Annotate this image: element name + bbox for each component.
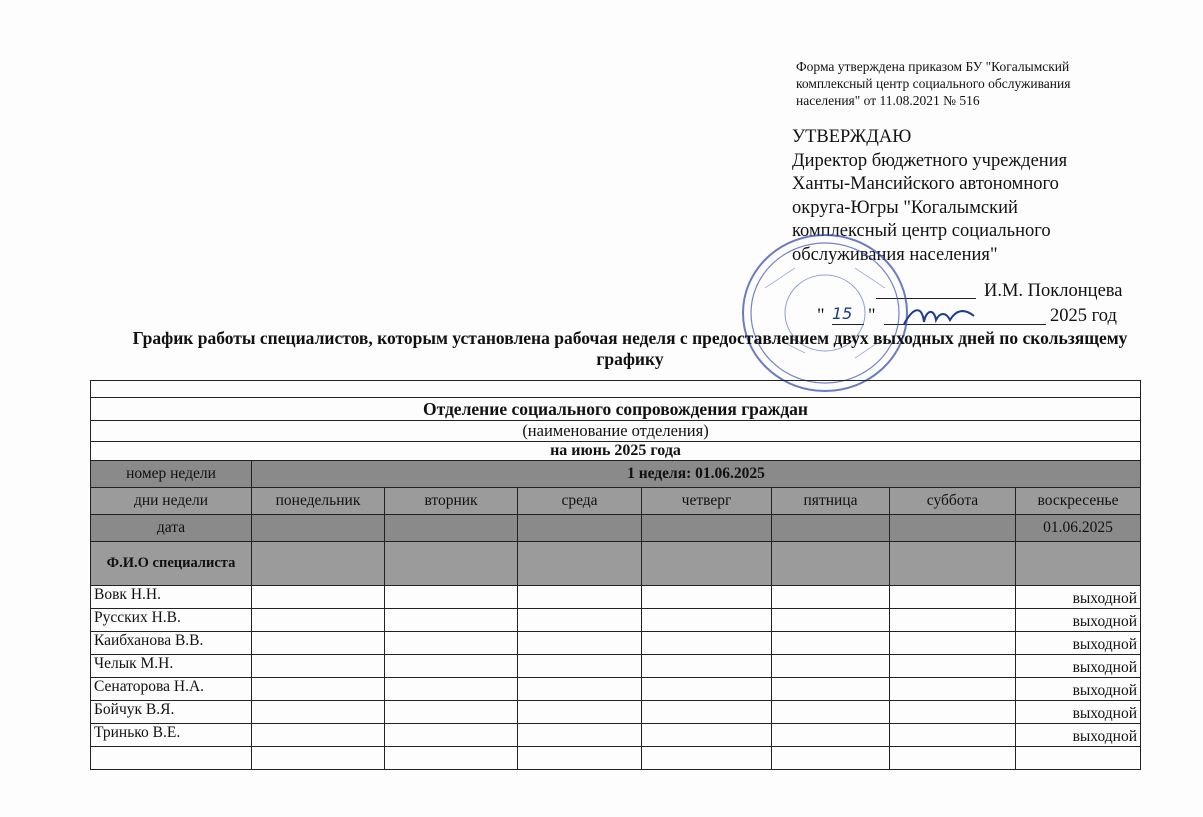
schedule-cell	[252, 632, 385, 655]
department-caption: (наименование отделения)	[91, 421, 1141, 442]
department-name: Отделение социального сопровождения граждан	[91, 398, 1141, 421]
schedule-cell	[642, 655, 772, 678]
schedule-cell: выходной	[1016, 701, 1141, 724]
date-quote-open: "	[817, 306, 825, 326]
schedule-cell	[518, 701, 642, 724]
approval-position-line: Ханты-Мансийского автономного	[792, 174, 1059, 194]
approval-heading: УТВЕРЖДАЮ	[792, 127, 912, 147]
date-label: дата	[91, 515, 252, 542]
schedule-cell	[772, 632, 890, 655]
schedule-cell	[890, 701, 1016, 724]
fio-header-cell	[890, 542, 1016, 586]
employee-name: Вовк Н.Н.	[91, 586, 252, 609]
schedule-cell	[252, 586, 385, 609]
schedule-cell	[890, 678, 1016, 701]
schedule-cell: выходной	[1016, 724, 1141, 747]
date-year: 2025 год	[1050, 306, 1117, 326]
bottom-cell	[385, 747, 518, 770]
date-cell: 01.06.2025	[1016, 515, 1141, 542]
date-cell	[252, 515, 385, 542]
schedule-cell	[890, 632, 1016, 655]
schedule-cell	[890, 724, 1016, 747]
weekdays-label: дни недели	[91, 488, 252, 515]
schedule-cell	[772, 655, 890, 678]
employee-name: Каибханова В.В.	[91, 632, 252, 655]
weekdays-row	[91, 488, 1141, 515]
approval-position-line: комплексный центр социального	[792, 221, 1051, 241]
schedule-cell	[642, 724, 772, 747]
employee-row	[91, 724, 1141, 747]
form-approval-note: Форма утверждена приказом БУ "Когалымский комплексный центр социального обслуживания населения" от 11.08.2021 № 516	[796, 59, 1071, 108]
employee-row	[91, 586, 1141, 609]
fio-header-cell	[1016, 542, 1141, 586]
date-quote-close: "	[868, 306, 876, 326]
weekday-header: понедельник	[252, 488, 385, 515]
schedule-cell: выходной	[1016, 655, 1141, 678]
schedule-cell	[642, 632, 772, 655]
schedule-cell	[252, 724, 385, 747]
schedule-cell	[518, 655, 642, 678]
bottom-cell	[252, 747, 385, 770]
schedule-cell	[772, 724, 890, 747]
fio-header-cell	[518, 542, 642, 586]
week-value: 1 неделя: 01.06.2025	[252, 461, 1141, 488]
bottom-cell	[890, 747, 1016, 770]
fio-label: Ф.И.О специалиста	[91, 542, 252, 586]
employee-name: Бойчук В.Я.	[91, 701, 252, 724]
schedule-cell	[642, 609, 772, 632]
employee-name: Тринько В.Е.	[91, 724, 252, 747]
schedule-cell	[642, 678, 772, 701]
schedule-cell: выходной	[1016, 609, 1141, 632]
schedule-cell	[385, 701, 518, 724]
schedule-table	[90, 380, 1141, 770]
employee-name: Челык М.Н.	[91, 655, 252, 678]
director-name: И.М. Поклонцева	[984, 281, 1123, 301]
document-title: График работы специалистов, которым установлена рабочая неделя с предоставлением двух выходных дней по скользящему графику	[132, 328, 1128, 369]
schedule-cell	[772, 678, 890, 701]
fio-header-cell	[252, 542, 385, 586]
table-top-spacer	[91, 381, 1141, 398]
schedule-cell	[518, 609, 642, 632]
weekday-header: вторник	[385, 488, 518, 515]
employee-row	[91, 701, 1141, 724]
schedule-cell	[252, 609, 385, 632]
bottom-cell	[642, 747, 772, 770]
official-stamp	[735, 228, 915, 398]
schedule-cell	[518, 678, 642, 701]
weekday-header: среда	[518, 488, 642, 515]
employee-row	[91, 632, 1141, 655]
approval-position-line: Директор бюджетного учреждения	[792, 150, 1068, 171]
schedule-cell	[642, 701, 772, 724]
weekday-header: воскресенье	[1016, 488, 1141, 515]
fio-header-cell	[385, 542, 518, 586]
schedule-cell	[385, 724, 518, 747]
fio-header-row	[91, 542, 1141, 586]
schedule-cell: выходной	[1016, 678, 1141, 701]
schedule-cell	[518, 632, 642, 655]
approval-position-line: округа-Югры "Когалымский	[792, 197, 1018, 218]
weekday-header: суббота	[890, 488, 1016, 515]
schedule-cell	[252, 701, 385, 724]
week-number-label: номер недели	[91, 461, 252, 488]
fio-header-cell	[642, 542, 772, 586]
bottom-cell	[518, 747, 642, 770]
schedule-cell	[890, 609, 1016, 632]
schedule-cell	[252, 678, 385, 701]
employee-name: Сенаторова Н.А.	[91, 678, 252, 701]
schedule-cell	[772, 609, 890, 632]
week-number-row	[91, 461, 1141, 488]
bottom-cell	[91, 747, 252, 770]
employee-row	[91, 655, 1141, 678]
schedule-cell	[252, 655, 385, 678]
schedule-cell: выходной	[1016, 632, 1141, 655]
schedule-cell	[518, 724, 642, 747]
schedule-cell	[772, 586, 890, 609]
schedule-cell	[385, 678, 518, 701]
table-bottom-row	[91, 747, 1141, 770]
employee-row	[91, 609, 1141, 632]
schedule-cell	[642, 586, 772, 609]
date-cell	[772, 515, 890, 542]
schedule-cell: выходной	[1016, 586, 1141, 609]
employee-name: Русских Н.В.	[91, 609, 252, 632]
schedule-cell	[385, 655, 518, 678]
date-cell	[518, 515, 642, 542]
schedule-cell	[890, 655, 1016, 678]
weekday-header: пятница	[772, 488, 890, 515]
schedule-cell	[385, 586, 518, 609]
date-cell	[385, 515, 518, 542]
schedule-cell	[385, 609, 518, 632]
bottom-cell	[1016, 747, 1141, 770]
bottom-cell	[772, 747, 890, 770]
date-cell	[890, 515, 1016, 542]
weekday-header: четверг	[642, 488, 772, 515]
schedule-cell	[772, 701, 890, 724]
date-cell	[642, 515, 772, 542]
schedule-cell	[890, 586, 1016, 609]
period-label: на июнь 2025 года	[91, 442, 1141, 461]
date-day-handwritten: 15	[832, 304, 853, 323]
fio-header-cell	[772, 542, 890, 586]
schedule-cell	[385, 632, 518, 655]
date-row	[91, 515, 1141, 542]
schedule-cell	[518, 586, 642, 609]
employee-row	[91, 678, 1141, 701]
approval-position-line: обслуживания населения"	[792, 244, 998, 265]
